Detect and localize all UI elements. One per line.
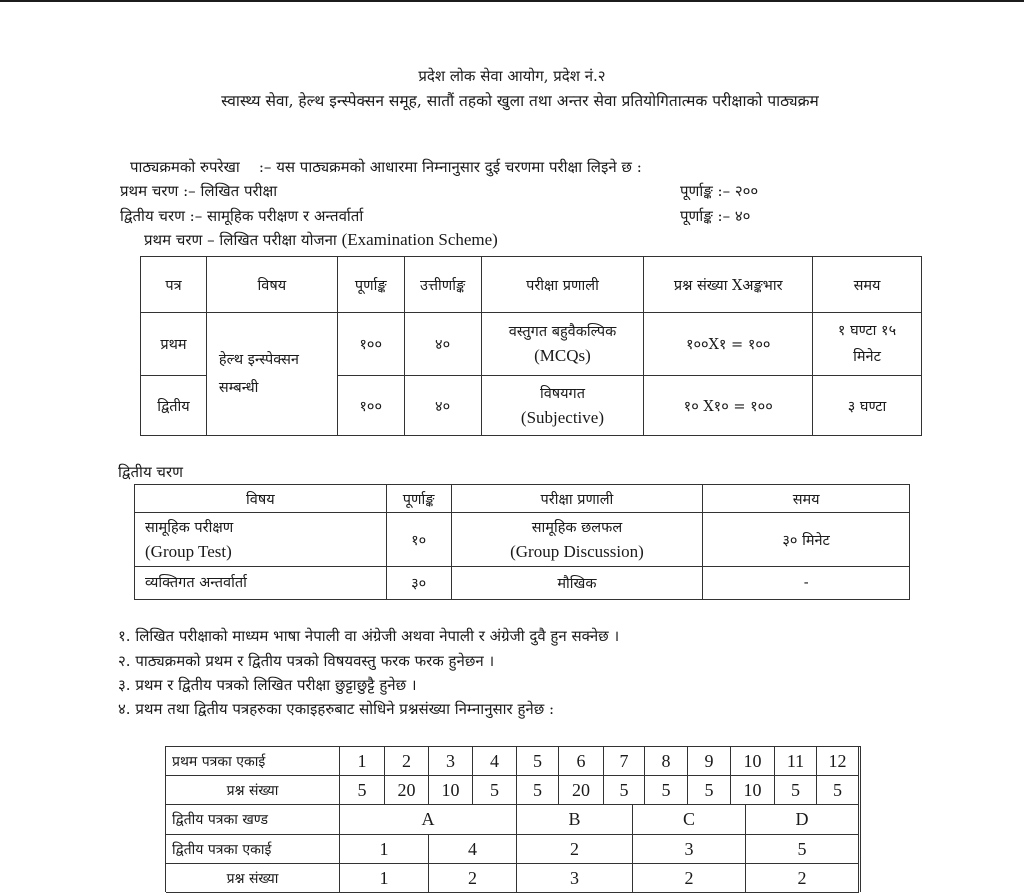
paper2-section-cell: A: [340, 805, 517, 835]
stage1-label: प्रथम चरण :– लिखित परीक्षा: [120, 182, 278, 200]
cell-questions-weight: १० X१० = १००: [644, 376, 813, 436]
table-row: [141, 313, 922, 376]
cell-pass-marks: ४०: [404, 313, 481, 376]
table-row: [135, 567, 910, 600]
cell-exam-method: मौखिक: [451, 567, 703, 600]
paper1-unit-cell: 6: [559, 747, 604, 776]
paper1-unit-cell: 3: [429, 747, 473, 776]
stage2-label: द्वितीय चरण :– सामूहिक परीक्षण र अन्तर्वार्ता: [120, 207, 364, 225]
paper2-unit-cell: 5: [746, 835, 859, 864]
cell-full-marks: १०: [386, 513, 451, 567]
paper1-question-count-cell: 20: [385, 776, 429, 805]
cell-full-marks: १००: [337, 313, 404, 376]
cell-paper: द्वितीय: [141, 376, 207, 436]
note-item: ४. प्रथम तथा द्वितीय पत्रहरुका एकाइहरुबाट सोधिने प्रश्नसंख्या निम्नानुसार हुनेछ :: [118, 700, 555, 718]
scheme-title-en: (Examination Scheme): [341, 230, 498, 249]
method-en: (Group Discussion): [510, 541, 644, 561]
paper1-question-count-cell: 10: [731, 776, 775, 805]
note-item: ३. प्रथम र द्वितीय पत्रको लिखित परीक्षा छुट्टाछुट्टै हुनेछ ।: [118, 676, 417, 694]
header-subject: विषय: [206, 257, 337, 313]
subject-np: सामूहिक परीक्षण: [145, 519, 234, 536]
cell-subject: व्यक्तिगत अन्तर्वार्ता: [135, 567, 387, 600]
cell-questions-weight: १००X१ = १००: [644, 313, 813, 376]
question-distribution-table: [165, 746, 861, 892]
header-full-marks: पूर्णाङ्क: [337, 257, 404, 313]
paper2-section-cell: C: [633, 805, 746, 835]
cell-exam-method: [481, 313, 644, 376]
header-time: समय: [813, 257, 922, 313]
paper1-question-count-cell: 10: [429, 776, 473, 805]
paper1-question-count-cell: 5: [473, 776, 517, 805]
paper1-unit-cell: 1: [340, 747, 385, 776]
method-np: वस्तुगत बहुवैकल्पिक: [508, 324, 617, 340]
note-item: २. पाठ्यक्रमको प्रथम र द्वितीय पत्रको विषयवस्तु फरक फरक हुनेछन ।: [118, 652, 495, 670]
paper1-unit-cell: 7: [604, 747, 645, 776]
cell-pass-marks: ४०: [404, 376, 481, 436]
paper1-unit-cell: 2: [385, 747, 429, 776]
paper2-question-count-cell: 2: [746, 864, 859, 893]
method-en: (MCQs): [534, 346, 591, 365]
paper1-question-count-cell: 5: [645, 776, 688, 805]
method-np: विषयगत: [539, 385, 585, 402]
header-subject: विषय: [135, 485, 387, 513]
cell-subject: [135, 513, 387, 567]
paper2-unit-cell: 1: [340, 835, 429, 864]
paper1-question-count-cell: 5: [604, 776, 645, 805]
cell-paper: प्रथम: [141, 313, 207, 376]
paper2-question-count-cell: 2: [633, 864, 746, 893]
table-header-row: [141, 257, 922, 313]
paper2-section-cell: B: [517, 805, 633, 835]
header-paper: पत्र: [141, 257, 207, 313]
cell-full-marks: ३०: [386, 567, 451, 600]
paper1-unit-cell: 10: [731, 747, 775, 776]
paper1-question-count-cell: 5: [688, 776, 731, 805]
table-header-row: [135, 485, 910, 513]
header-exam-method: परीक्षा प्रणाली: [481, 257, 644, 313]
paper1-question-count-cell: 5: [517, 776, 559, 805]
outline-intro: [130, 157, 642, 177]
document-subtitle: स्वास्थ्य सेवा, हेल्थ इन्स्पेक्सन समूह, सातौं तहको खुला तथा अन्तर सेवा प्रतियोगितात्मक परीक्षाको पाठ्यक्रम: [221, 92, 819, 110]
header-full-marks: पूर्णाङ्क: [386, 485, 451, 513]
paper1-unit-cell: 5: [517, 747, 559, 776]
paper1-unit-cell: 4: [473, 747, 517, 776]
paper2-unit-cell: 2: [517, 835, 633, 864]
method-en: (Subjective): [520, 407, 604, 427]
method-np: सामूहिक छलफल: [531, 519, 623, 536]
paper1-question-count-cell: 5: [775, 776, 817, 805]
paper2-question-count-cell: 2: [429, 864, 517, 893]
top-border-line: [0, 0, 1024, 2]
note-item: १. लिखित परीक्षाको माध्यम भाषा नेपाली वा अंग्रेजी अथवा नेपाली र अंग्रेजी दुवै हुन सक्नेछ ।: [118, 627, 620, 645]
stage1-marks: पूर्णाङ्क :– २००: [680, 182, 759, 200]
header-time: समय: [703, 485, 910, 513]
scheme-title: [144, 230, 498, 250]
header-pass-marks: उत्तीर्णाङ्क: [404, 257, 481, 313]
document-title: प्रदेश लोक सेवा आयोग, प्रदेश नं.२: [418, 67, 606, 85]
subject-en: (Group Test): [145, 541, 232, 561]
label-paper2-sections: द्वितीय पत्रका खण्ड: [166, 805, 340, 835]
header-questions-weight: प्रश्न संख्या Xअङ्कभार: [644, 257, 813, 313]
label-paper1-units: प्रथम पत्रका एकाई: [166, 747, 340, 776]
stage2-marks: पूर्णाङ्क :– ४०: [680, 207, 751, 225]
table-row: [135, 513, 910, 567]
cell-time: -: [703, 567, 910, 600]
paper2-unit-cell: 4: [429, 835, 517, 864]
paper1-question-count-cell: 5: [817, 776, 859, 805]
cell-exam-method: [481, 376, 644, 436]
paper1-question-count-cell: 5: [340, 776, 385, 805]
cell-exam-method: [451, 513, 703, 567]
label-paper1-questions: प्रश्न संख्या: [166, 776, 340, 805]
scheme-title-np: प्रथम चरण – लिखित परीक्षा योजना: [144, 231, 337, 249]
paper2-question-count-cell: 3: [517, 864, 633, 893]
cell-time: ३० मिनेट: [703, 513, 910, 567]
stage2-table: [134, 484, 910, 600]
outline-intro-label: पाठ्यक्रमको रुपरेखा: [130, 158, 240, 176]
paper2-section-cell: D: [746, 805, 859, 835]
paper2-question-count-cell: 1: [340, 864, 429, 893]
paper1-unit-cell: 11: [775, 747, 817, 776]
cell-subject: हेल्थ इन्स्पेक्सन सम्बन्धी: [206, 313, 337, 436]
paper1-unit-cell: 9: [688, 747, 731, 776]
cell-time: १ घण्टा १५ मिनेट: [813, 313, 922, 376]
header-exam-method: परीक्षा प्रणाली: [451, 485, 703, 513]
paper1-unit-cell: 8: [645, 747, 688, 776]
paper1-question-count-cell: 20: [559, 776, 604, 805]
paper2-unit-cell: 3: [633, 835, 746, 864]
exam-scheme-table: [140, 256, 922, 436]
cell-full-marks: १००: [337, 376, 404, 436]
cell-time: ३ घण्टा: [813, 376, 922, 436]
stage2-caption: द्वितीय चरण: [118, 463, 183, 481]
outline-intro-text: :– यस पाठ्यक्रमको आधारमा निम्नानुसार दुई चरणमा परीक्षा लिइने छ :: [258, 158, 642, 176]
paper1-unit-cell: 12: [817, 747, 859, 776]
label-paper2-units: द्वितीय पत्रका एकाई: [166, 835, 340, 864]
label-paper2-questions: प्रश्न संख्या: [166, 864, 340, 893]
